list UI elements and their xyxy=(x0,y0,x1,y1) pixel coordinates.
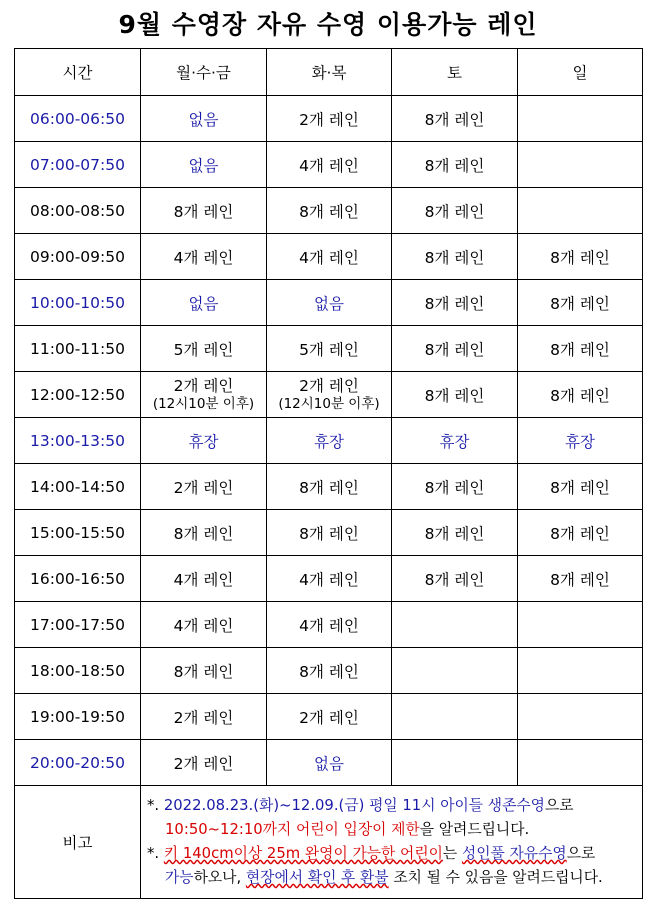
sunday-cell: 8개 레인 xyxy=(518,234,643,280)
note-line-2 xyxy=(147,818,636,842)
mon-wed-fri-cell: 8개 레인 xyxy=(141,648,267,694)
time-cell: 19:00-19:50 xyxy=(15,694,141,740)
mon-wed-fri-cell: 4개 레인 xyxy=(141,556,267,602)
note-text: 조치 될 수 있음을 알려드립니다. xyxy=(388,869,603,886)
time-cell: 07:00-07:50 xyxy=(15,142,141,188)
time-cell: 10:00-10:50 xyxy=(15,280,141,326)
sunday-cell: 8개 레인 xyxy=(518,510,643,556)
header-saturday: 토 xyxy=(392,49,518,96)
table-row xyxy=(15,188,643,234)
tue-thu-cell: 휴장 xyxy=(267,418,392,464)
tue-thu-cell: 5개 레인 xyxy=(267,326,392,372)
mon-wed-fri-cell: 2개 레인 xyxy=(141,740,267,786)
sunday-cell xyxy=(518,142,643,188)
time-cell: 12:00-12:50 xyxy=(15,372,141,418)
mon-wed-fri-cell: 없음 xyxy=(141,280,267,326)
tue-thu-cell: 8개 레인 xyxy=(267,464,392,510)
table-header-row xyxy=(15,49,643,96)
tue-thu-cell: 2개 레인 xyxy=(267,694,392,740)
note-text: 하오나, xyxy=(193,869,246,886)
tue-thu-cell: 4개 레인 xyxy=(267,142,392,188)
sunday-cell: 8개 레인 xyxy=(518,556,643,602)
note-text: 는 xyxy=(442,845,462,862)
notes-content xyxy=(141,786,643,899)
sunday-cell: 8개 레인 xyxy=(518,372,643,418)
saturday-cell: 8개 레인 xyxy=(392,372,518,418)
table-row xyxy=(15,234,643,280)
saturday-cell: 8개 레인 xyxy=(392,326,518,372)
time-cell: 20:00-20:50 xyxy=(15,740,141,786)
note-restriction: 10:50~12:10까지 어린이 입장이 제한 xyxy=(165,821,420,838)
time-cell: 11:00-11:50 xyxy=(15,326,141,372)
note-date-range: 2022.08.23.(화)~12.09.(금) 평일 11시 아이들 생존수영 xyxy=(163,797,545,814)
table-row xyxy=(15,510,643,556)
tue-thu-cell: 2개 레인 xyxy=(267,96,392,142)
mon-wed-fri-cell: 2개 레인 xyxy=(141,464,267,510)
table-row xyxy=(15,602,643,648)
time-cell: 09:00-09:50 xyxy=(15,234,141,280)
page-title: 9월 수영장 자유 수영 이용가능 레인 xyxy=(118,10,538,39)
table-row xyxy=(15,142,643,188)
table-row xyxy=(15,648,643,694)
time-cell: 14:00-14:50 xyxy=(15,464,141,510)
tue-thu-cell: 4개 레인 xyxy=(267,602,392,648)
note-line-1 xyxy=(147,794,636,818)
lane-count: 2개 레인 xyxy=(299,377,359,395)
note-line-3 xyxy=(147,842,636,866)
note-possible: 가능 xyxy=(165,869,194,886)
time-cell: 08:00-08:50 xyxy=(15,188,141,234)
time-cell: 18:00-18:50 xyxy=(15,648,141,694)
header-time: 시간 xyxy=(15,49,141,96)
saturday-cell: 8개 레인 xyxy=(392,188,518,234)
table-row xyxy=(15,372,643,418)
saturday-cell: 8개 레인 xyxy=(392,556,518,602)
sunday-cell xyxy=(518,96,643,142)
saturday-cell xyxy=(392,694,518,740)
tue-thu-cell: 8개 레인 xyxy=(267,188,392,234)
saturday-cell xyxy=(392,740,518,786)
tue-thu-cell: 8개 레인 xyxy=(267,510,392,556)
notes-row xyxy=(15,786,643,899)
time-cell: 17:00-17:50 xyxy=(15,602,141,648)
saturday-cell: 휴장 xyxy=(392,418,518,464)
mon-wed-fri-cell: 없음 xyxy=(141,142,267,188)
saturday-cell: 8개 레인 xyxy=(392,234,518,280)
table-row xyxy=(15,96,643,142)
tue-thu-cell: 4개 레인 xyxy=(267,234,392,280)
sunday-cell: 8개 레인 xyxy=(518,280,643,326)
mon-wed-fri-cell: 4개 레인 xyxy=(141,602,267,648)
note-refund: 현장에서 확인 후 환불 xyxy=(245,869,389,886)
time-cell: 06:00-06:50 xyxy=(15,96,141,142)
time-cell: 13:00-13:50 xyxy=(15,418,141,464)
sunday-cell xyxy=(518,740,643,786)
table-row xyxy=(15,280,643,326)
mon-wed-fri-cell: 4개 레인 xyxy=(141,234,267,280)
tue-thu-cell: 4개 레인 xyxy=(267,556,392,602)
table-row xyxy=(15,418,643,464)
mon-wed-fri-cell: 2개 레인 xyxy=(141,694,267,740)
time-cell: 15:00-15:50 xyxy=(15,510,141,556)
header-mon-wed-fri: 월·수·금 xyxy=(141,49,267,96)
tue-thu-cell: 없음 xyxy=(267,740,392,786)
tue-thu-cell: 8개 레인 xyxy=(267,648,392,694)
note-child-condition: 키 140cm이상 25m 완영이 가능한 어린이 xyxy=(163,845,443,862)
saturday-cell: 8개 레인 xyxy=(392,142,518,188)
saturday-cell: 8개 레인 xyxy=(392,464,518,510)
mon-wed-fri-cell xyxy=(141,372,267,418)
sunday-cell xyxy=(518,648,643,694)
note-marker: *. xyxy=(147,845,160,862)
table-row xyxy=(15,556,643,602)
header-tue-thu: 화·목 xyxy=(267,49,392,96)
lane-count: 2개 레인 xyxy=(173,377,234,395)
sunday-cell xyxy=(518,188,643,234)
note-adult-pool: 성인풀 자유수영 xyxy=(461,845,567,862)
saturday-cell xyxy=(392,602,518,648)
table-row xyxy=(15,464,643,510)
saturday-cell xyxy=(392,648,518,694)
sunday-cell: 8개 레인 xyxy=(518,464,643,510)
mon-wed-fri-cell: 5개 레인 xyxy=(141,326,267,372)
notes-label: 비고 xyxy=(15,786,141,899)
saturday-cell: 8개 레인 xyxy=(392,280,518,326)
saturday-cell: 8개 레인 xyxy=(392,96,518,142)
note-text: 을 알려드립니다. xyxy=(419,821,530,838)
header-sunday: 일 xyxy=(518,49,643,96)
time-cell: 16:00-16:50 xyxy=(15,556,141,602)
mon-wed-fri-cell: 휴장 xyxy=(141,418,267,464)
sunday-cell xyxy=(518,694,643,740)
lane-time-note: (12시10분 이후) xyxy=(278,396,380,412)
mon-wed-fri-cell: 없음 xyxy=(141,96,267,142)
tue-thu-cell xyxy=(267,372,392,418)
tue-thu-cell: 없음 xyxy=(267,280,392,326)
saturday-cell: 8개 레인 xyxy=(392,510,518,556)
note-text: 으로 xyxy=(544,797,574,814)
mon-wed-fri-cell: 8개 레인 xyxy=(141,510,267,556)
table-row xyxy=(15,740,643,786)
lane-time-note: (12시10분 이후) xyxy=(152,396,255,412)
schedule-table xyxy=(14,48,643,899)
note-text: 으로 xyxy=(566,845,596,862)
note-marker: *. xyxy=(147,797,160,814)
sunday-cell: 8개 레인 xyxy=(518,326,643,372)
sunday-cell: 휴장 xyxy=(518,418,643,464)
mon-wed-fri-cell: 8개 레인 xyxy=(141,188,267,234)
table-row xyxy=(15,694,643,740)
table-row xyxy=(15,326,643,372)
note-line-4 xyxy=(147,866,636,890)
sunday-cell xyxy=(518,602,643,648)
